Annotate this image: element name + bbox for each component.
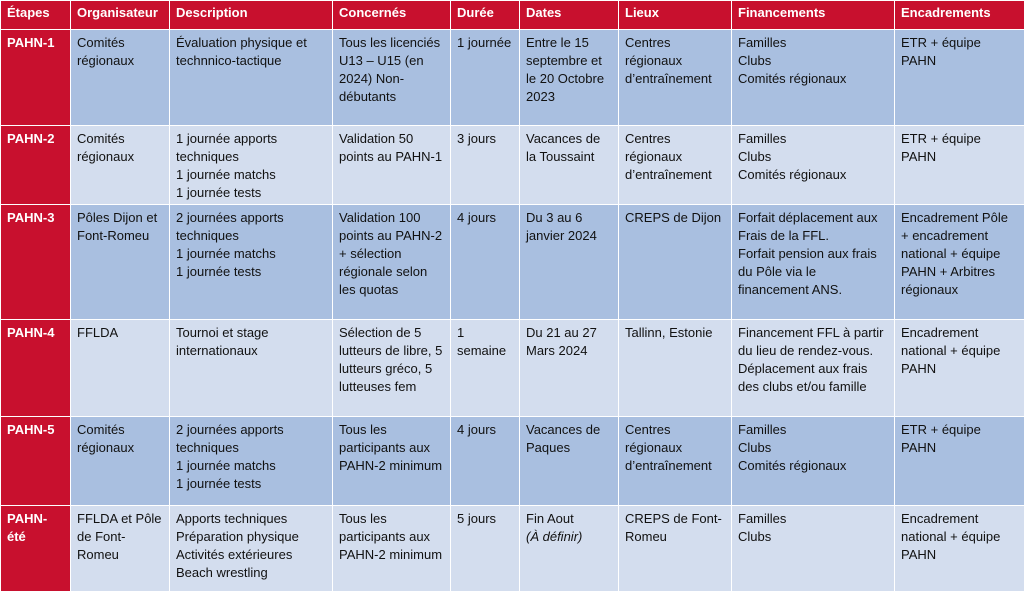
financement-line: Clubs — [738, 52, 888, 70]
description-line: 1 journée apports techniques — [176, 130, 326, 166]
lieux-cell: Centres régionaux d’entraînement — [619, 30, 732, 126]
description-cell — [170, 506, 333, 592]
duree-cell: 5 jours — [451, 506, 520, 592]
financement-line: Déplacement aux frais des clubs et/ou famille — [738, 360, 888, 396]
financements-cell — [732, 320, 895, 417]
encadrements-cell: Encadrement national + équipe PAHN — [895, 320, 1024, 417]
financement-line: Clubs — [738, 528, 888, 546]
lieux-cell: Centres régionaux d’entraînement — [619, 417, 732, 506]
dates-cell — [520, 126, 619, 205]
header-concernes: Concernés — [333, 1, 451, 30]
financement-line: Familles — [738, 510, 888, 528]
organisateur-cell: FFLDA — [71, 320, 170, 417]
concernes-cell: Tous les participants aux PAHN-2 minimum — [333, 417, 451, 506]
etape-cell: PAHN-été — [1, 506, 71, 592]
concernes-cell: Validation 100 points au PAHN-2 + sélection régionale selon les quotas — [333, 205, 451, 320]
organisateur-cell: Pôles Dijon et Font-Romeu — [71, 205, 170, 320]
etape-cell: PAHN-5 — [1, 417, 71, 506]
lieux-cell: CREPS de Font-Romeu — [619, 506, 732, 592]
duree-cell: 1 semaine — [451, 320, 520, 417]
financement-line: Familles — [738, 421, 888, 439]
financement-line: Clubs — [738, 148, 888, 166]
etape-cell: PAHN-2 — [1, 126, 71, 205]
description-line: Préparation physique — [176, 528, 326, 546]
financements-cell — [732, 417, 895, 506]
financements-cell — [732, 506, 895, 592]
table-row — [1, 30, 1024, 126]
table-row — [1, 126, 1024, 205]
organisateur-cell: Comités régionaux — [71, 30, 170, 126]
description-cell — [170, 205, 333, 320]
duree-cell: 4 jours — [451, 205, 520, 320]
header-encadrements: Encadrements — [895, 1, 1024, 30]
dates-text: Du 3 au 6 janvier 2024 — [526, 210, 597, 243]
organisateur-cell: FFLDA et Pôle de Font-Romeu — [71, 506, 170, 592]
description-cell — [170, 126, 333, 205]
dates-text: Vacances de la Toussaint — [526, 131, 600, 164]
organisateur-cell: Comités régionaux — [71, 417, 170, 506]
description-line: 1 journée tests — [176, 475, 326, 493]
lieux-cell: Centres régionaux d’entraînement — [619, 126, 732, 205]
table-row — [1, 417, 1024, 506]
etape-cell: PAHN-1 — [1, 30, 71, 126]
header-lieux: Lieux — [619, 1, 732, 30]
dates-text: Fin Aout — [526, 510, 612, 528]
encadrements-cell: ETR + équipe PAHN — [895, 417, 1024, 506]
description-line: Évaluation physique et technnico-tactique — [176, 34, 326, 70]
description-cell — [170, 417, 333, 506]
table-row — [1, 320, 1024, 417]
dates-cell — [520, 506, 619, 592]
dates-note: (À définir) — [526, 528, 612, 546]
description-line: Tournoi et stage internationaux — [176, 324, 326, 360]
duree-cell: 4 jours — [451, 417, 520, 506]
encadrements-cell: ETR + équipe PAHN — [895, 126, 1024, 205]
description-cell — [170, 30, 333, 126]
table-row — [1, 205, 1024, 320]
financements-cell — [732, 205, 895, 320]
lieux-cell: Tallinn, Estonie — [619, 320, 732, 417]
concernes-cell: Sélection de 5 lutteurs de libre, 5 lutteurs gréco, 5 lutteuses fem — [333, 320, 451, 417]
dates-cell — [520, 417, 619, 506]
financement-line: Clubs — [738, 439, 888, 457]
concernes-cell: Validation 50 points au PAHN-1 — [333, 126, 451, 205]
concernes-cell: Tous les participants aux PAHN-2 minimum — [333, 506, 451, 592]
description-line: 2 journées apports techniques — [176, 421, 326, 457]
financement-line: Comités régionaux — [738, 457, 888, 475]
financements-cell — [732, 30, 895, 126]
dates-text: Vacances de Paques — [526, 422, 600, 455]
description-line: Beach wrestling — [176, 564, 326, 582]
table-row — [1, 506, 1024, 592]
dates-cell — [520, 320, 619, 417]
description-line: 1 journée matchs — [176, 245, 326, 263]
financement-line: Forfait pension aux frais du Pôle via le financement ANS. — [738, 245, 888, 299]
etape-cell: PAHN-3 — [1, 205, 71, 320]
header-etapes: Étapes — [1, 1, 71, 30]
description-line: 1 journée matchs — [176, 457, 326, 475]
header-financements: Financements — [732, 1, 895, 30]
etape-cell: PAHN-4 — [1, 320, 71, 417]
financement-line: Familles — [738, 34, 888, 52]
duree-cell: 3 jours — [451, 126, 520, 205]
header-dates: Dates — [520, 1, 619, 30]
concernes-cell: Tous les licenciés U13 – U15 (en 2024) Non-débutants — [333, 30, 451, 126]
header-organisateur: Organisateur — [71, 1, 170, 30]
header-duree: Durée — [451, 1, 520, 30]
financement-line: Forfait déplacement aux Frais de la FFL. — [738, 209, 888, 245]
dates-text: Du 21 au 27 Mars 2024 — [526, 325, 597, 358]
dates-cell — [520, 205, 619, 320]
description-line: 1 journée tests — [176, 263, 326, 281]
financement-line: Comités régionaux — [738, 70, 888, 88]
lieux-cell: CREPS de Dijon — [619, 205, 732, 320]
financement-line: Familles — [738, 130, 888, 148]
description-line: Activités extérieures — [176, 546, 326, 564]
financement-line: Comités régionaux — [738, 166, 888, 184]
description-line: 1 journée tests — [176, 184, 326, 202]
description-line: Apports techniques — [176, 510, 326, 528]
financements-cell — [732, 126, 895, 205]
header-row — [1, 1, 1024, 30]
description-cell — [170, 320, 333, 417]
encadrements-cell: ETR + équipe PAHN — [895, 30, 1024, 126]
header-description: Description — [170, 1, 333, 30]
dates-cell — [520, 30, 619, 126]
description-line: 1 journée matchs — [176, 166, 326, 184]
financement-line: Financement FFL à partir du lieu de rendez-vous. — [738, 324, 888, 360]
dates-text: Entre le 15 septembre et le 20 Octobre 2023 — [526, 35, 604, 104]
encadrements-cell: Encadrement national + équipe PAHN — [895, 506, 1024, 592]
description-line: 2 journées apports techniques — [176, 209, 326, 245]
duree-cell: 1 journée — [451, 30, 520, 126]
encadrements-cell: Encadrement Pôle + encadrement national + équipe PAHN + Arbitres régionaux — [895, 205, 1024, 320]
organisateur-cell: Comités régionaux — [71, 126, 170, 205]
